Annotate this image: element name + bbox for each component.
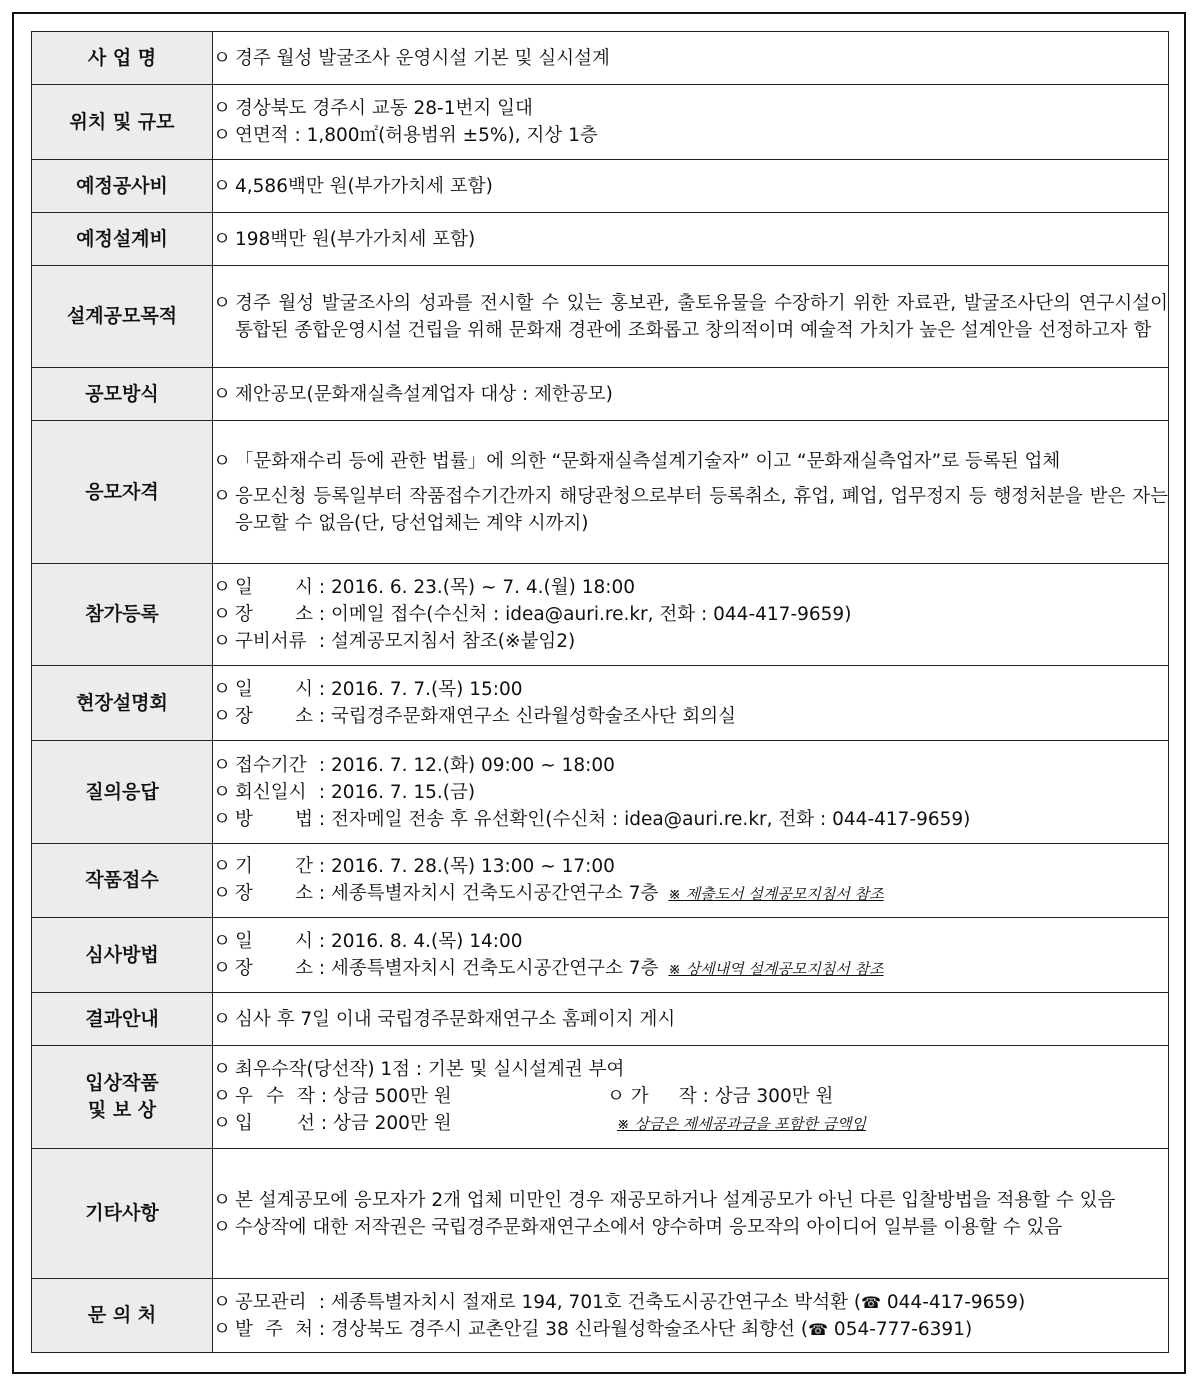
table-row: 심사방법 ㅇ 일 시 : 2016. 8. 4.(목) 14:00 ㅇ 장 소 : 세종특별자치시 건축도시공간연구소 7층 ※ 상세내역 설계공모지침서 참조 xyxy=(32,918,1169,993)
row-label-purpose: 설계공모목적 xyxy=(32,266,213,368)
row-label-construction-cost: 예정공사비 xyxy=(32,160,213,213)
row-label-project-name: 사 업 명 xyxy=(32,32,213,85)
registration-place: 이메일 접수(수신처 : idea@auri.re.kr, 전화 : 044-417-9659) xyxy=(331,604,852,625)
row-label-location: 위치 및 규모 xyxy=(32,85,213,160)
award-honorable: 상금 300만 원 xyxy=(714,1086,834,1107)
row-label-design-cost: 예정설계비 xyxy=(32,213,213,266)
table-row: 공모방식 ㅇ 제안공모(문화재실측설계업자 대상 : 제한공모) xyxy=(32,368,1169,421)
table-row: 작품접수 ㅇ 기 간 : 2016. 7. 28.(목) 13:00 ~ 17:00 ㅇ 장 소 : 세종특별자치시 건축도시공간연구소 7층 ※ 제출도서 설계공모지침서 참조 xyxy=(32,844,1169,918)
row-label-eligibility: 응모자격 xyxy=(32,421,213,564)
row-label-others: 기타사항 xyxy=(32,1149,213,1279)
submission-place: 세종특별자치시 건축도시공간연구소 7층 xyxy=(331,883,659,904)
competition-notice-table xyxy=(31,31,1169,1353)
row-label-awards: 입상작품 및 보 상 xyxy=(32,1046,213,1149)
briefing-date: 2016. 7. 7.(목) 15:00 xyxy=(331,679,523,700)
row-label-qna: 질의응답 xyxy=(32,741,213,844)
qna-reply-date: 2016. 7. 15.(금) xyxy=(331,781,476,803)
others-text-1: 본 설계공모에 응모자가 2개 업체 미만인 경우 재공모하거나 설계공모가 아닌 다른 입찰방법을 적용할 수 있음 xyxy=(235,1189,1116,1211)
row-label-registration: 참가등록 xyxy=(32,564,213,666)
contact-manager-phone: 044-417-9659) xyxy=(886,1291,1026,1313)
judging-date: 2016. 8. 4.(목) 14:00 xyxy=(331,930,523,952)
contact-client-phone: 054-777-6391) xyxy=(833,1318,973,1340)
registration-documents: 설계공모지침서 참조(※붙임2) xyxy=(331,631,576,652)
qna-method: 전자메일 전송 후 유선확인(수신처 : idea@auri.re.kr, 전화 : 044-417-9659) xyxy=(331,808,971,830)
submission-period: 2016. 7. 28.(목) 13:00 ~ 17:00 xyxy=(331,856,615,877)
row-label-results: 결과안내 xyxy=(32,993,213,1046)
registration-date: 2016. 6. 23.(목) ~ 7. 4.(월) 18:00 xyxy=(331,577,636,598)
table-row: 참가등록 ㅇ 일 시 : 2016. 6. 23.(목) ~ 7. 4.(월) 18:00 ㅇ 장 소 : 이메일 접수(수신처 : idea@auri.re.kr, 전화 : 044-417-9659) ㅇ 구비서류 : 설계공모지침서 참조(※붙임2) xyxy=(32,564,1169,666)
row-label-method: 공모방식 xyxy=(32,368,213,421)
table-row: 현장설명회 ㅇ 일 시 : 2016. 7. 7.(목) 15:00 ㅇ 장 소 : 국립경주문화재연구소 신라월성학술조사단 회의실 xyxy=(32,666,1169,741)
scale-text: 연면적 : 1,800㎡(허용범위 ±5%), 지상 1층 xyxy=(235,125,598,146)
row-label-submission: 작품접수 xyxy=(32,844,213,918)
table-row: 설계공모목적 ㅇ 경주 월성 발굴조사의 성과를 전시할 수 있는 홍보관, 출토유물을 수장하기 위한 자료관, 발굴조사단의 연구시설이 통합된 종합운영시설 건립을 위해 문화재 경관에 조화롭고 창의적이며 예술적 가치가 높은 설계안을 선정하고자 함 xyxy=(32,266,1169,368)
award-excellence: 상금 500만 원 xyxy=(333,1086,452,1107)
award-selected: 상금 200만 원 xyxy=(333,1113,452,1134)
qna-period: 2016. 7. 12.(화) 09:00 ~ 18:00 xyxy=(331,754,615,776)
design-cost: 198백만 원(부가가치세 포함) xyxy=(235,228,476,250)
eligibility-text-2: 응모신청 등록일부터 작품접수기간까지 해당관청으로부터 등록취소, 휴업, 폐업, 업무정지 등 행정처분을 받은 자는 응모할 수 없음(단, 당선업체는 계약 시까지) xyxy=(235,485,1168,534)
purpose-text: 경주 월성 발굴조사의 성과를 전시할 수 있는 홍보관, 출토유물을 수장하기 위한 자료관, 발굴조사단의 연구시설이 통합된 종합운영시설 건립을 위해 문화재 경관에 조화롭고 창의적이며 예술적 가치가 높은 설계안을 선정하고자 함 xyxy=(235,292,1168,341)
contact-manager: 세종특별자치시 절재로 194, 701호 건축도시공간연구소 박석환 ( xyxy=(331,1291,862,1313)
award-first: 최우수작(당선작) 1점 : 기본 및 실시설계권 부여 xyxy=(235,1059,625,1080)
phone-icon: ☎ xyxy=(861,1292,881,1312)
table-row: 응모자격 ㅇ 「문화재수리 등에 관한 법률」에 의한 “문화재실측설계기술자” 이고 “문화재실측업자”로 등록된 업체 ㅇ 응모신청 등록일부터 작품접수기간까지 해당관청으로부터 등록취소, 휴업, 폐업, 업무정지 등 행정처분을 받은 자는 응모할 수 없음(단, 당선업체는 계약 시까지) xyxy=(32,421,1169,564)
eligibility-text-1: 「문화재수리 등에 관한 법률」에 의한 “문화재실측설계기술자” 이고 “문화재실측업자”로 등록된 업체 xyxy=(235,450,1061,472)
method-text: 제안공모(문화재실측설계업자 대상 : 제한공모) xyxy=(235,383,613,405)
row-label-judging: 심사방법 xyxy=(32,918,213,993)
table-row: 입상작품 및 보 상 ㅇ 최우수작(당선작) 1점 : 기본 및 실시설계권 부여 ㅇ 우 수 작 : 상금 500만 원 ㅇ 가 작 : 상금 300만 원 ㅇ 입 선 : 상금 200만 원 ※ 상금은 제세공과금을 포함한 금액임 xyxy=(32,1046,1169,1149)
table-row: 결과안내 ㅇ 심사 후 7일 이내 국립경주문화재연구소 홈페이지 게시 xyxy=(32,993,1169,1046)
location-text: 경상북도 경주시 교동 28-1번지 일대 xyxy=(235,98,533,119)
award-note: ※ 상금은 제세공과금을 포함한 금액임 xyxy=(617,1115,866,1133)
table-row: 질의응답 ㅇ 접수기간 : 2016. 7. 12.(화) 09:00 ~ 18:00 ㅇ 회신일시 : 2016. 7. 15.(금) ㅇ 방 법 : 전자메일 전송 후 유선확인(수신처 : idea@auri.re.kr, 전화 : 044-417-9659) xyxy=(32,741,1169,844)
construction-cost: 4,586백만 원(부가가치세 포함) xyxy=(235,175,493,197)
table-row: 문 의 처 ㅇ 공모관리 : 세종특별자치시 절재로 194, 701호 건축도시공간연구소 박석환 (☎ 044-417-9659) ㅇ 발 주 처 : 경상북도 경주시 교촌안길 38 신라월성학술조사단 최향선 (☎ 054-777-6391) xyxy=(32,1279,1169,1353)
table-row: 기타사항 ㅇ 본 설계공모에 응모자가 2개 업체 미만인 경우 재공모하거나 설계공모가 아닌 다른 입찰방법을 적용할 수 있음 ㅇ 수상작에 대한 저작권은 국립경주문화재연구소에서 양수하며 응모작의 아이디어 일부를 이용할 수 있음 xyxy=(32,1149,1169,1279)
row-label-contact: 문 의 처 xyxy=(32,1279,213,1353)
submission-note: ※ 제출도서 설계공모지침서 참조 xyxy=(668,885,884,903)
briefing-place: 국립경주문화재연구소 신라월성학술조사단 회의실 xyxy=(331,706,736,727)
table-row: 위치 및 규모 ㅇ 경상북도 경주시 교동 28-1번지 일대 ㅇ 연면적 : 1,800㎡(허용범위 ±5%), 지상 1층 xyxy=(32,85,1169,160)
table-row: 예정공사비 ㅇ 4,586백만 원(부가가치세 포함) xyxy=(32,160,1169,213)
judging-place: 세종특별자치시 건축도시공간연구소 7층 xyxy=(331,957,659,979)
phone-icon: ☎ xyxy=(808,1319,829,1339)
results-text: 심사 후 7일 이내 국립경주문화재연구소 홈페이지 게시 xyxy=(235,1008,676,1030)
contact-client: 경상북도 경주시 교촌안길 38 신라월성학술조사단 최향선 ( xyxy=(331,1318,809,1340)
table-row: 예정설계비 ㅇ 198백만 원(부가가치세 포함) xyxy=(32,213,1169,266)
judging-note: ※ 상세내역 설계공모지침서 참조 xyxy=(668,959,884,978)
project-name: 경주 월성 발굴조사 운영시설 기본 및 실시설계 xyxy=(235,47,610,69)
others-text-2: 수상작에 대한 저작권은 국립경주문화재연구소에서 양수하며 응모작의 아이디어 일부를 이용할 수 있음 xyxy=(235,1216,1063,1238)
table-row: 사 업 명 ㅇ 경주 월성 발굴조사 운영시설 기본 및 실시설계 xyxy=(32,32,1169,85)
row-label-site-briefing: 현장설명회 xyxy=(32,666,213,741)
